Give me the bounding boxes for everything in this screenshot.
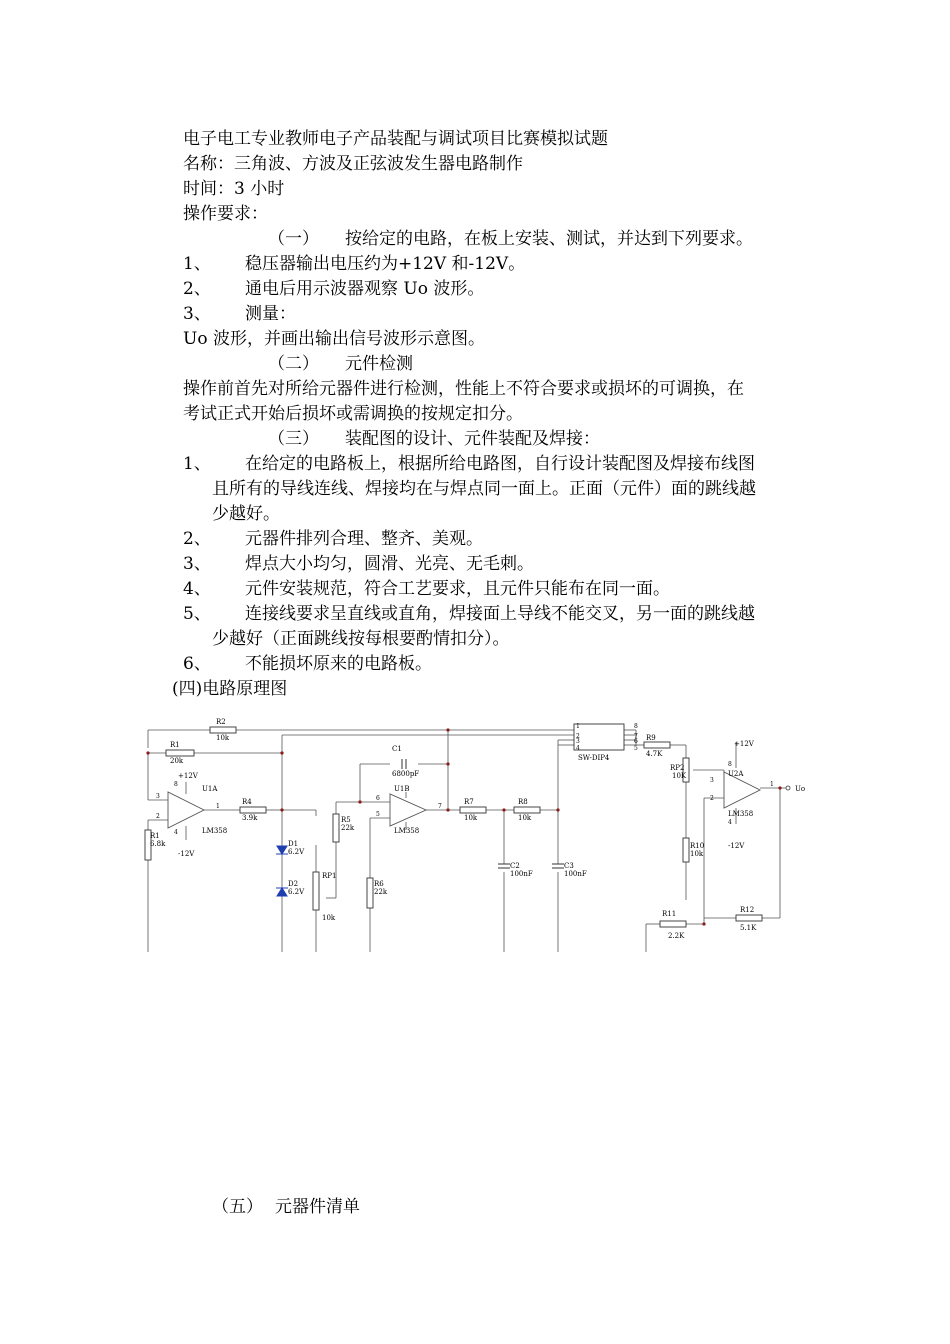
item3-4-text: 元件安装规范，符合工艺要求，且元件只能布在同一面。 bbox=[245, 579, 670, 599]
pin-label: 6 bbox=[376, 795, 380, 802]
pin-label: 1 bbox=[216, 803, 220, 810]
item3-1-line-c: 少越好。 bbox=[212, 504, 280, 524]
pin-label: 5 bbox=[634, 745, 638, 752]
label-rp2-value: 10K bbox=[672, 772, 687, 780]
item-3-text: 测量： bbox=[245, 304, 296, 324]
label-r12: R12 bbox=[740, 906, 755, 914]
section-3-text: 装配图的设计、元件装配及焊接： bbox=[345, 429, 600, 449]
item3-6-text: 不能损坏原来的电路板。 bbox=[245, 654, 432, 674]
label-r6-value: 22k bbox=[374, 888, 388, 896]
pin-label: 8 bbox=[634, 723, 638, 730]
label-c3-value: 100nF bbox=[564, 870, 587, 878]
section-1-text: 按给定的电路，在板上安装、测试，并达到下列要求。 bbox=[345, 229, 753, 249]
label-lm358-3: LM358 bbox=[728, 810, 754, 818]
label-c1: C1 bbox=[392, 745, 402, 753]
circuit-schematic bbox=[140, 712, 820, 958]
label-r5: R5 bbox=[341, 816, 351, 824]
pin-label: 3 bbox=[156, 793, 160, 800]
label-plus12-u1: +12V bbox=[178, 772, 198, 780]
label-r8: R8 bbox=[518, 798, 528, 806]
label-r2: R2 bbox=[216, 718, 226, 726]
pin-label: 8 bbox=[728, 761, 732, 768]
item3-5-number: 5、 bbox=[183, 604, 211, 624]
label-r1: R1 bbox=[170, 741, 180, 749]
item3-2-text: 元器件排列合理、整齐、美观。 bbox=[245, 529, 483, 549]
pin-label: 6 bbox=[634, 738, 638, 745]
pin-label: 3 bbox=[710, 777, 714, 784]
item3-4-number: 4、 bbox=[183, 579, 211, 599]
pin-label: 8 bbox=[174, 781, 178, 788]
label-lm358-1: LM358 bbox=[202, 827, 228, 835]
section-5-number: （五） bbox=[212, 1197, 263, 1217]
label-d2-value: 6.2V bbox=[288, 888, 305, 896]
section-2-text: 元件检测 bbox=[345, 354, 413, 374]
label-r4-value: 3.9k bbox=[242, 814, 258, 822]
label-c3: C3 bbox=[564, 862, 574, 870]
label-r4: R4 bbox=[242, 798, 252, 806]
label-r6: R6 bbox=[374, 880, 384, 888]
section-4-heading: (四)电路原理图 bbox=[172, 679, 288, 699]
pin-label: 7 bbox=[438, 803, 442, 810]
item-1-text: 稳压器输出电压约为+12V 和-12V。 bbox=[245, 254, 526, 274]
label-rp1-value: 10k bbox=[322, 914, 336, 922]
doc-name: 名称：三角波、方波及正弦波发生器电路制作 bbox=[183, 154, 523, 174]
label-sw-dip4: SW-DIP4 bbox=[578, 754, 610, 762]
label-c2: C2 bbox=[510, 862, 520, 870]
label-r7: R7 bbox=[464, 798, 474, 806]
doc-time: 时间：3 小时 bbox=[183, 179, 285, 199]
pin-label: 1 bbox=[770, 781, 774, 788]
label-d1: D1 bbox=[288, 840, 299, 848]
item3-1-line-b: 且所有的导线连线、焊接均在与焊点同一面上。正面（元件）面的跳线越 bbox=[212, 479, 756, 499]
label-r9-value: 4.7K bbox=[646, 750, 663, 758]
pin-label: 2 bbox=[710, 795, 714, 802]
label-rp1: RP1 bbox=[322, 872, 337, 880]
label-r11-value: 2.2K bbox=[668, 932, 685, 940]
label-r2-value: 10k bbox=[216, 734, 230, 742]
pin-label: 3 bbox=[576, 738, 580, 745]
label-rp2: RP2 bbox=[670, 764, 685, 772]
label-uo: Uo bbox=[795, 785, 806, 793]
item3-3-text: 焊点大小均匀，圆滑、光亮、无毛刺。 bbox=[245, 554, 534, 574]
pin-label: 4 bbox=[728, 819, 732, 826]
item3-5-line-a: 连接线要求呈直线或直角，焊接面上导线不能交叉，另一面的跳线越 bbox=[245, 604, 755, 624]
label-r12-value: 5.1K bbox=[740, 924, 757, 932]
label-r9: R9 bbox=[646, 734, 656, 742]
pin-label: 7 bbox=[634, 733, 638, 740]
section-1-number: （一） bbox=[268, 229, 319, 249]
label-r1-value: 20k bbox=[170, 757, 184, 765]
item3-5-line-b: 少越好（正面跳线按每根要酌情扣分）。 bbox=[212, 629, 510, 649]
label-r7-value: 10k bbox=[464, 814, 478, 822]
pin-label: 1 bbox=[576, 723, 580, 730]
label-d1-value: 6.2V bbox=[288, 848, 305, 856]
label-r8-value: 10k bbox=[518, 814, 532, 822]
requirements-heading: 操作要求： bbox=[183, 204, 268, 224]
item3-2-number: 2、 bbox=[183, 529, 211, 549]
label-u1b: U1B bbox=[394, 785, 410, 793]
label-u1a: U1A bbox=[202, 785, 218, 793]
label-r1b: R1 bbox=[150, 832, 160, 840]
label-r1b-value: 6.8k bbox=[150, 840, 166, 848]
pin-label: 2 bbox=[156, 813, 160, 820]
label-minus12-u2: -12V bbox=[728, 842, 745, 850]
label-plus12-u2: +12V bbox=[734, 740, 754, 748]
item-3-number: 3、 bbox=[183, 304, 211, 324]
pin-label: 4 bbox=[576, 745, 580, 752]
label-lm358-2: LM358 bbox=[394, 827, 420, 835]
pin-label: 5 bbox=[376, 811, 380, 818]
section-2-body-2: 考试正式开始后损坏或需调换的按规定扣分。 bbox=[183, 404, 523, 424]
label-d2: D2 bbox=[288, 880, 299, 888]
item-2-text: 通电后用示波器观察 Uo 波形。 bbox=[245, 279, 485, 299]
pin-label: 2 bbox=[576, 733, 580, 740]
uo-line: Uo 波形，并画出输出信号波形示意图。 bbox=[183, 329, 485, 349]
label-r10-value: 10k bbox=[690, 850, 704, 858]
pin-label: 4 bbox=[174, 829, 178, 836]
section-2-number: （二） bbox=[268, 354, 319, 374]
item3-1-line-a: 在给定的电路板上，根据所给电路图，自行设计装配图及焊接布线图 bbox=[245, 454, 755, 474]
doc-title: 电子电工专业教师电子产品装配与调试项目比赛模拟试题 bbox=[183, 129, 608, 149]
label-u2a: U2A bbox=[728, 770, 744, 778]
label-c2-value: 100nF bbox=[510, 870, 533, 878]
label-minus12-u1: -12V bbox=[178, 850, 195, 858]
section-2-body-1: 操作前首先对所给元器件进行检测，性能上不符合要求或损坏的可调换，在 bbox=[183, 379, 744, 399]
label-r11: R11 bbox=[662, 910, 677, 918]
item3-1-number: 1、 bbox=[183, 454, 211, 474]
label-r5-value: 22k bbox=[341, 824, 355, 832]
label-r10: R10 bbox=[690, 842, 705, 850]
item3-3-number: 3、 bbox=[183, 554, 211, 574]
item3-6-number: 6、 bbox=[183, 654, 211, 674]
section-5-text: 元器件清单 bbox=[275, 1197, 360, 1217]
item-2-number: 2、 bbox=[183, 279, 211, 299]
item-1-number: 1、 bbox=[183, 254, 211, 274]
section-3-number: （三） bbox=[268, 429, 319, 449]
label-c1-value: 6800pF bbox=[392, 770, 420, 778]
